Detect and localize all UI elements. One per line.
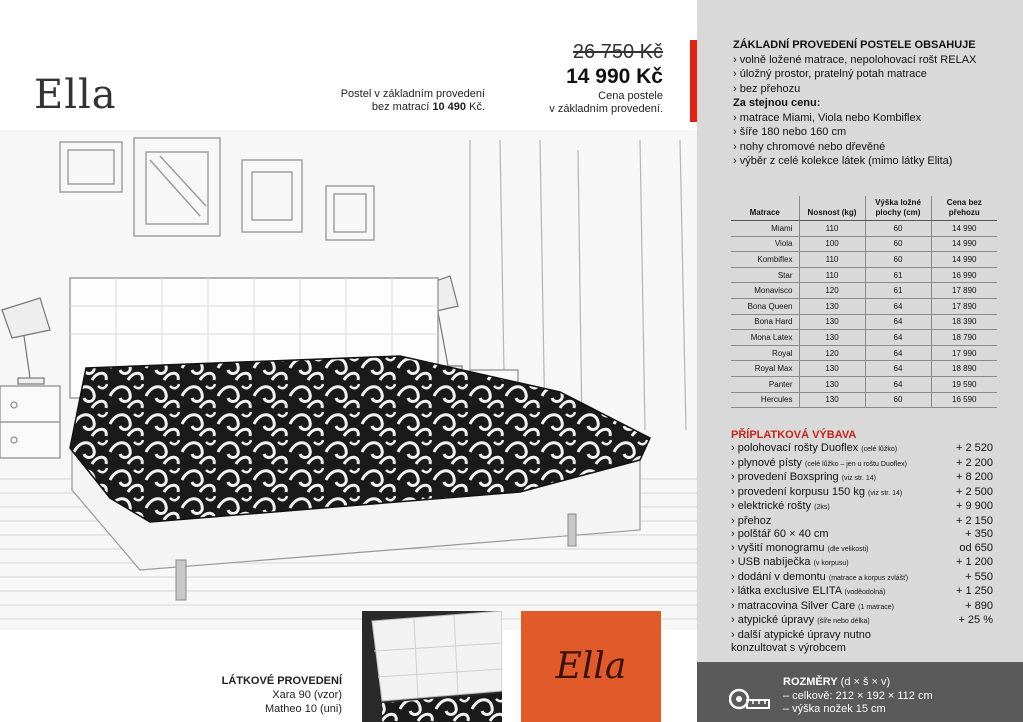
cell-height: 64 [865,330,931,346]
extra-note: (matrace a korpus zvlášť) [828,574,909,582]
extra-price: + 2 200 [955,456,993,469]
cell-height: 60 [865,252,931,268]
extra-price: + 1 200 [955,556,993,568]
extra-note: (1 matrace) [858,603,894,611]
table-row [731,392,997,408]
table-row [731,298,997,314]
list-item-continuation [731,642,993,656]
headboard-detail-drawing [362,611,502,722]
col-mattress: Matrace [731,196,799,221]
cell-price: 18 890 [931,361,997,377]
cell-height: 64 [865,361,931,377]
extra-label: vyšití monogramu [737,541,825,554]
cell-capacity: 110 [799,252,865,268]
tape-measure-icon [729,688,771,710]
cell-price: 17 890 [931,298,997,314]
extra-label: další atypické úpravy nutno [737,628,872,641]
table-row [731,283,997,299]
new-price: 14 990 Kč [566,65,663,88]
list-item [731,471,993,486]
extra-note: (v korpusu) [813,560,849,567]
fabric-line2: Matheo 10 (uni) [264,703,342,715]
table-row [731,236,997,252]
list-item [731,556,993,571]
nightstand-left [0,386,60,458]
cell-price: 16 590 [931,392,997,408]
extra-label: látka exclusive ELITA [737,585,842,597]
price-note-line1: Cena postele [598,90,663,102]
extra-price: + 350 [965,528,993,540]
cell-mattress: Panter [731,376,799,392]
col-price: Cena bez přehozu [931,196,997,221]
cell-mattress: Bona Queen [731,298,799,314]
list-item [731,528,993,542]
cell-capacity: 100 [799,236,865,252]
cell-mattress: Bona Hard [731,314,799,330]
extra-label: atypické úpravy [737,614,815,626]
extra-continuation: konzultovat s výrobcem [731,642,846,654]
cell-capacity: 130 [799,330,865,346]
cell-height: 64 [865,376,931,392]
specs-section [733,38,1018,169]
fabric-info [200,674,342,716]
accent-bar [690,40,697,122]
bed-leg-left [176,560,186,600]
extra-note: (dle velikosti) [827,545,869,553]
list-item [731,585,993,600]
extra-label: polštář 60 × 40 cm [737,528,829,540]
extra-price: od 650 [959,541,993,554]
cell-mattress: Miami [731,221,799,237]
cell-capacity: 120 [799,283,865,299]
extra-note: (2ks) [814,504,830,511]
cell-capacity: 130 [799,314,865,330]
cell-mattress: Star [731,267,799,283]
extra-label: provedení Boxspring [737,471,839,483]
cell-capacity: 120 [799,345,865,361]
table-row [731,252,997,268]
cell-price: 14 990 [931,252,997,268]
right-page [697,0,1023,722]
extra-note: (viz str. 14) [841,475,876,482]
list-item [731,629,993,643]
cell-height: 60 [865,392,931,408]
extra-price: + 890 [965,599,993,612]
same-price-item: › matrace Miami, Viola nebo Kombiflex [733,111,1018,126]
old-price: 26 750 Kč [572,41,663,63]
cell-capacity: 130 [799,298,865,314]
base-note-suffix: Kč. [466,101,485,113]
extra-label: dodání v demontu [737,570,826,583]
list-item [731,614,993,629]
product-title: Ella [34,72,117,118]
base-note-line1: Postel v základním provedení [340,88,485,100]
extras-list [731,442,993,656]
bed-illustration [0,130,697,630]
cell-price: 18 790 [931,330,997,346]
same-price-item: › nohy chromové nebo dřevěné [733,140,1018,155]
extra-price: + 25 % [958,614,993,626]
dimensions-line2: – výška nožek 15 cm [783,703,886,715]
cell-price: 14 990 [931,221,997,237]
extra-label: polohovací rošty Duoflex [737,442,859,454]
table-row [731,345,997,361]
extra-note: (voděodolná) [844,589,886,596]
extra-label: USB nabíječka [737,556,811,568]
cell-price: 17 990 [931,345,997,361]
spec-item: › úložný prostor, pratelný potah matrace [733,67,1018,82]
table-row [731,330,997,346]
price-note-line2: v základním provedení. [549,103,663,115]
bed-leg-right [568,514,576,546]
spec-item: › volně ložené matrace, nepolohovací rošt RELAX [733,53,1018,68]
cell-height: 61 [865,267,931,283]
list-item [731,515,993,529]
cell-mattress: Kombiflex [731,252,799,268]
col-capacity: Nosnost (kg) [799,196,865,221]
cell-price: 14 990 [931,236,997,252]
extra-note: (viz str. 14) [868,489,903,497]
table-row [731,267,997,283]
cell-price: 18 390 [931,314,997,330]
same-price-item: › šíře 180 nebo 160 cm [733,125,1018,140]
cell-mattress: Monavisco [731,283,799,299]
extra-label: elektrické rošty [737,500,812,512]
specs-heading: ZÁKLADNÍ PROVEDENÍ POSTELE OBSAHUJE [733,39,976,51]
table-row [731,361,997,377]
base-note-price: 10 490 [432,101,467,113]
fabric-line1: Xara 90 (vzor) [272,689,342,701]
extra-price: + 2 150 [955,514,993,527]
list-item [731,486,993,501]
cell-price: 16 990 [931,267,997,283]
extra-price: + 1 250 [955,585,993,597]
extra-label: přehoz [737,514,772,527]
list-item [731,542,993,557]
list-item [731,500,993,515]
cell-capacity: 130 [799,361,865,377]
extra-price: + 9 900 [955,500,993,512]
list-item [731,600,993,615]
headboard-detail-photo [362,611,502,722]
same-price-heading: Za stejnou cenu: [733,97,821,109]
list-item [731,571,993,586]
extras-heading: PŘÍPLATKOVÁ VÝBAVA [731,429,857,441]
cell-height: 64 [865,298,931,314]
list-item [731,457,993,472]
table-row [731,314,997,330]
spec-item: › bez přehozu [733,82,1018,97]
cell-height: 64 [865,345,931,361]
cell-height: 61 [865,283,931,299]
ella-logo-text: Ella [555,646,627,687]
cell-mattress: Royal Max [731,361,799,377]
fabric-heading: LÁTKOVÉ PROVEDENÍ [221,675,342,687]
col-height: Výška ložné plochy (cm) [865,196,931,221]
cell-price: 17 890 [931,283,997,299]
mattress-table [731,196,997,408]
mattress-table-header [731,196,997,221]
extra-label: matracovina Silver Care [737,599,856,612]
extra-price: + 550 [965,570,993,583]
extra-price: + 2 520 [955,442,993,454]
cell-capacity: 130 [799,392,865,408]
extra-price: + 8 200 [955,471,993,483]
extra-label: provedení korpusu 150 kg [737,485,865,498]
cell-height: 60 [865,221,931,237]
list-item [731,442,993,457]
extra-note: (šíře nebo délka) [817,618,870,625]
cell-capacity: 110 [799,267,865,283]
price-block [503,40,663,116]
dimensions-text [783,676,933,717]
cell-price: 19 590 [931,376,997,392]
same-price-item: › výběr z celé kolekce látek (mimo látky Elita) [733,154,1018,169]
extra-price: + 2 500 [955,485,993,498]
extra-note: (celé lůžko) [861,446,898,453]
cell-capacity: 110 [799,221,865,237]
cell-mattress: Royal [731,345,799,361]
base-note-prefix: bez matrací [371,101,433,113]
cell-capacity: 130 [799,376,865,392]
cell-mattress: Hercules [731,392,799,408]
dimensions-heading: ROZMĚRY [783,676,838,688]
extra-label: plynové písty [737,456,802,469]
extra-note: (celé lůžko – jen u roštu Duoflex) [805,460,907,468]
dimensions-suffix: (d × š × v) [837,676,891,688]
dimensions-line1: – celkově: 212 × 192 × 112 cm [783,689,933,702]
cell-height: 60 [865,236,931,252]
base-price-note [285,88,485,114]
table-row [731,376,997,392]
ella-logo-swatch [521,611,661,722]
cell-mattress: Mona Latex [731,330,799,346]
cell-height: 64 [865,314,931,330]
table-row [731,221,997,237]
dimensions-footer [697,662,1023,722]
cell-mattress: Viola [731,236,799,252]
